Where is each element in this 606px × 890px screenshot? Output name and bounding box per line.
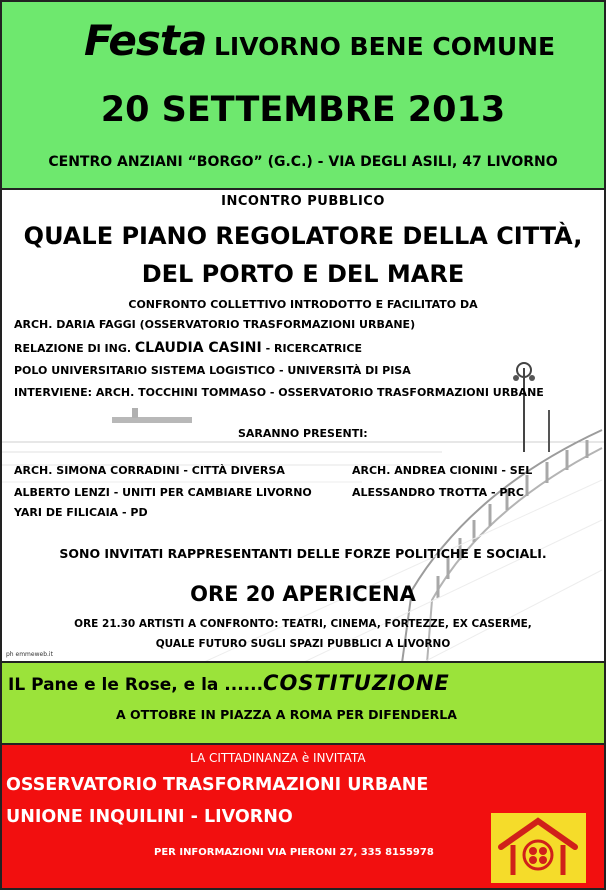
present-right-item: ALESSANDRO TROTTA - PRC: [352, 486, 524, 499]
header-section: [0, 0, 606, 190]
relazione-name: CLAUDIA CASINI: [134, 340, 262, 356]
relazione-prefix: RELAZIONE DI ING.: [14, 342, 132, 355]
costituzione-word: COSTITUZIONE: [263, 671, 450, 695]
meeting-title-2: DEL PORTO E DEL MARE: [141, 260, 465, 288]
apericena-line: ORE 20 APERICENA: [190, 582, 416, 606]
artists-line-2: QUALE FUTURO SUGLI SPAZI PUBBLICI A LIVORNO: [155, 638, 451, 650]
intro-line: CONFRONTO COLLETTIVO INTRODOTTO E FACILITATO DA: [128, 298, 478, 311]
event-name: LIVORNO BENE COMUNE: [214, 32, 556, 61]
present-left-item: ALBERTO LENZI - UNITI PER CAMBIARE LIVORNO: [14, 486, 312, 499]
organizer-1: OSSERVATORIO TRASFORMAZIONI URBANE: [6, 775, 429, 795]
costituzione-banner: [8, 671, 450, 695]
relazione-line: [14, 340, 362, 356]
footer-section: [0, 745, 606, 890]
costituzione-lead: IL Pane e le Rose, e la ......: [8, 675, 264, 695]
event-venue: CENTRO ANZIANI “BORGO” (G.C.) - VIA DEGLI ASILI, 47 LIVORNO: [48, 154, 558, 170]
present-right-item: ARCH. ANDREA CIONINI - SEL: [352, 464, 533, 477]
costituzione-section: [0, 663, 606, 745]
organization-logo: [491, 813, 586, 883]
main-section: [0, 190, 606, 663]
invite-line: LA CITTADINANZA è INVITATA: [190, 751, 366, 765]
event-date: 20 SETTEMBRE 2013: [100, 90, 506, 130]
speaker-line: POLO UNIVERSITARIO SISTEMA LOGISTICO - UNIVERSITÀ DI PISA: [14, 364, 411, 377]
present-left-item: YARI DE FILICAIA - PD: [14, 506, 148, 519]
present-heading: SARANNO PRESENTI:: [238, 427, 368, 440]
invited-line: SONO INVITATI RAPPRESENTANTI DELLE FORZE POLITICHE E SOCIALI.: [59, 546, 547, 561]
organizer-2: UNIONE INQUILINI - LIVORNO: [6, 807, 293, 827]
info-line: PER INFORMAZIONI VIA PIERONI 27, 335 8155978: [154, 847, 434, 858]
relazione-suffix: - RICERCATRICE: [265, 342, 362, 355]
festa-title: Festa: [84, 16, 207, 65]
meeting-title-1: QUALE PIANO REGOLATORE DELLA CITTÀ,: [23, 222, 583, 250]
photo-credit: ph emmeweb.it: [6, 651, 53, 658]
artists-line-1: ORE 21.30 ARTISTI A CONFRONTO: TEATRI, CINEMA, FORTEZZE, EX CASERME,: [74, 618, 532, 630]
speaker-line: ARCH. DARIA FAGGI (OSSERVATORIO TRASFORMAZIONI URBANE): [14, 318, 416, 331]
speaker-line: INTERVIENE: ARCH. TOCCHINI TOMMASO - OSSERVATORIO TRASFORMAZIONI URBANE: [14, 386, 544, 399]
costituzione-sub: A OTTOBRE IN PIAZZA A ROMA PER DIFENDERLA: [116, 707, 457, 722]
present-left-item: ARCH. SIMONA CORRADINI - CITTÀ DIVERSA: [14, 464, 285, 477]
meeting-kicker: INCONTRO PUBBLICO: [221, 194, 385, 209]
